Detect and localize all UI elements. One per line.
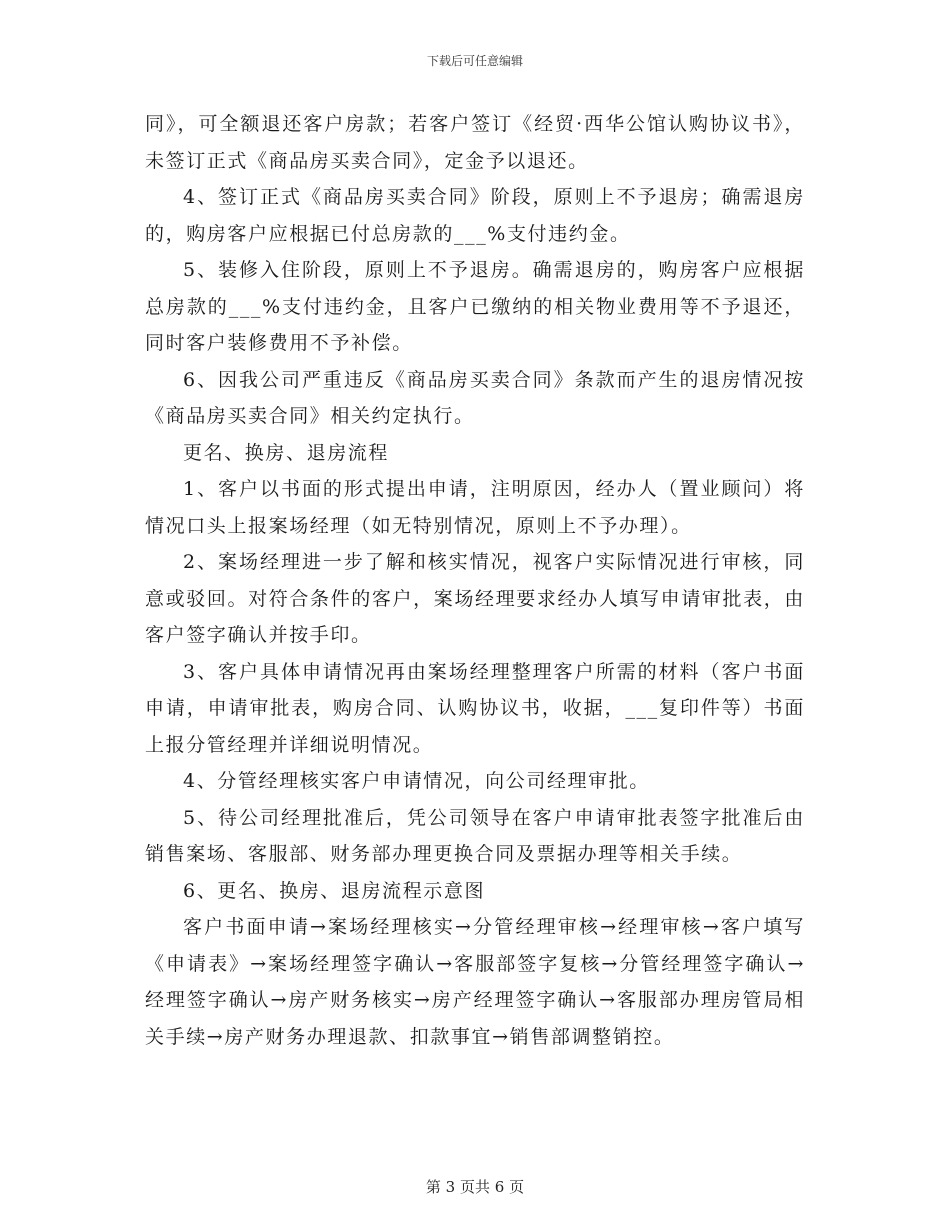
document-body bbox=[145, 106, 805, 1055]
paragraph-6: 1、客户以书面的形式提出申请，注明原因，经办人（置业顾问）将情况口头上报案场经理（如无特别情况，原则上不予办理）。 bbox=[145, 478, 805, 537]
page-footer: 第 3 页共 6 页 bbox=[425, 1178, 525, 1196]
page-header: 下载后可任意编辑 bbox=[426, 54, 523, 68]
paragraph-3: 5、装修入住阶段，原则上不予退房。确需退房的，购房客户应根据总房款的___%支付违约金，且客户已缴纳的相关物业费用等不予退还，同时客户装修费用不予补偿。 bbox=[145, 259, 805, 354]
paragraph-1: 同》，可全额退还客户房款；若客户签订《经贸·西华公馆认购协议书》，未签订正式《商品房买卖合同》，定金予以退还。 bbox=[145, 113, 805, 172]
paragraph-4: 6、因我公司严重违反《商品房买卖合同》条款而产生的退房情况按《商品房买卖合同》相关约定执行。 bbox=[145, 368, 805, 427]
paragraph-9: 4、分管经理核实客户申请情况，向公司经理审批。 bbox=[183, 770, 650, 792]
section-heading: 更名、换房、退房流程 bbox=[183, 441, 390, 464]
paragraph-8: 3、客户具体申请情况再由案场经理整理客户所需的材料（客户书面申请，申请审批表，购房合同、认购协议书，收据，___复印件等）书面上报分管经理并详细说明情况。 bbox=[145, 660, 805, 756]
paragraph-2: 4、签订正式《商品房买卖合同》阶段，原则上不予退房；确需退房的，购房客户应根据已付总房款的___%支付违约金。 bbox=[145, 186, 805, 245]
paragraph-11: 6、更名、换房、退房流程示意图 bbox=[183, 879, 486, 902]
flow-paragraph: 客户书面申请→案场经理核实→分管经理审核→经理审核→客户填写《申请表》→案场经理签字确认→客服部签字复核→分管经理签字确认→经理签字确认→房产财务核实→房产经理签字确认→客服部办理房管局相关手续→房产财务办理退款、扣款事宜→销售部调整销控。 bbox=[145, 916, 805, 1048]
paragraph-10: 5、待公司经理批准后，凭公司领导在客户申请审批表签字批准后由销售案场、客服部、财务部办理更换合同及票据办理等相关手续。 bbox=[145, 806, 805, 865]
paragraph-7: 2、案场经理进一步了解和核实情况，视客户实际情况进行审核，同意或驳回。对符合条件的客户，案场经理要求经办人填写申请审批表，由客户签字确认并按手印。 bbox=[145, 551, 805, 646]
